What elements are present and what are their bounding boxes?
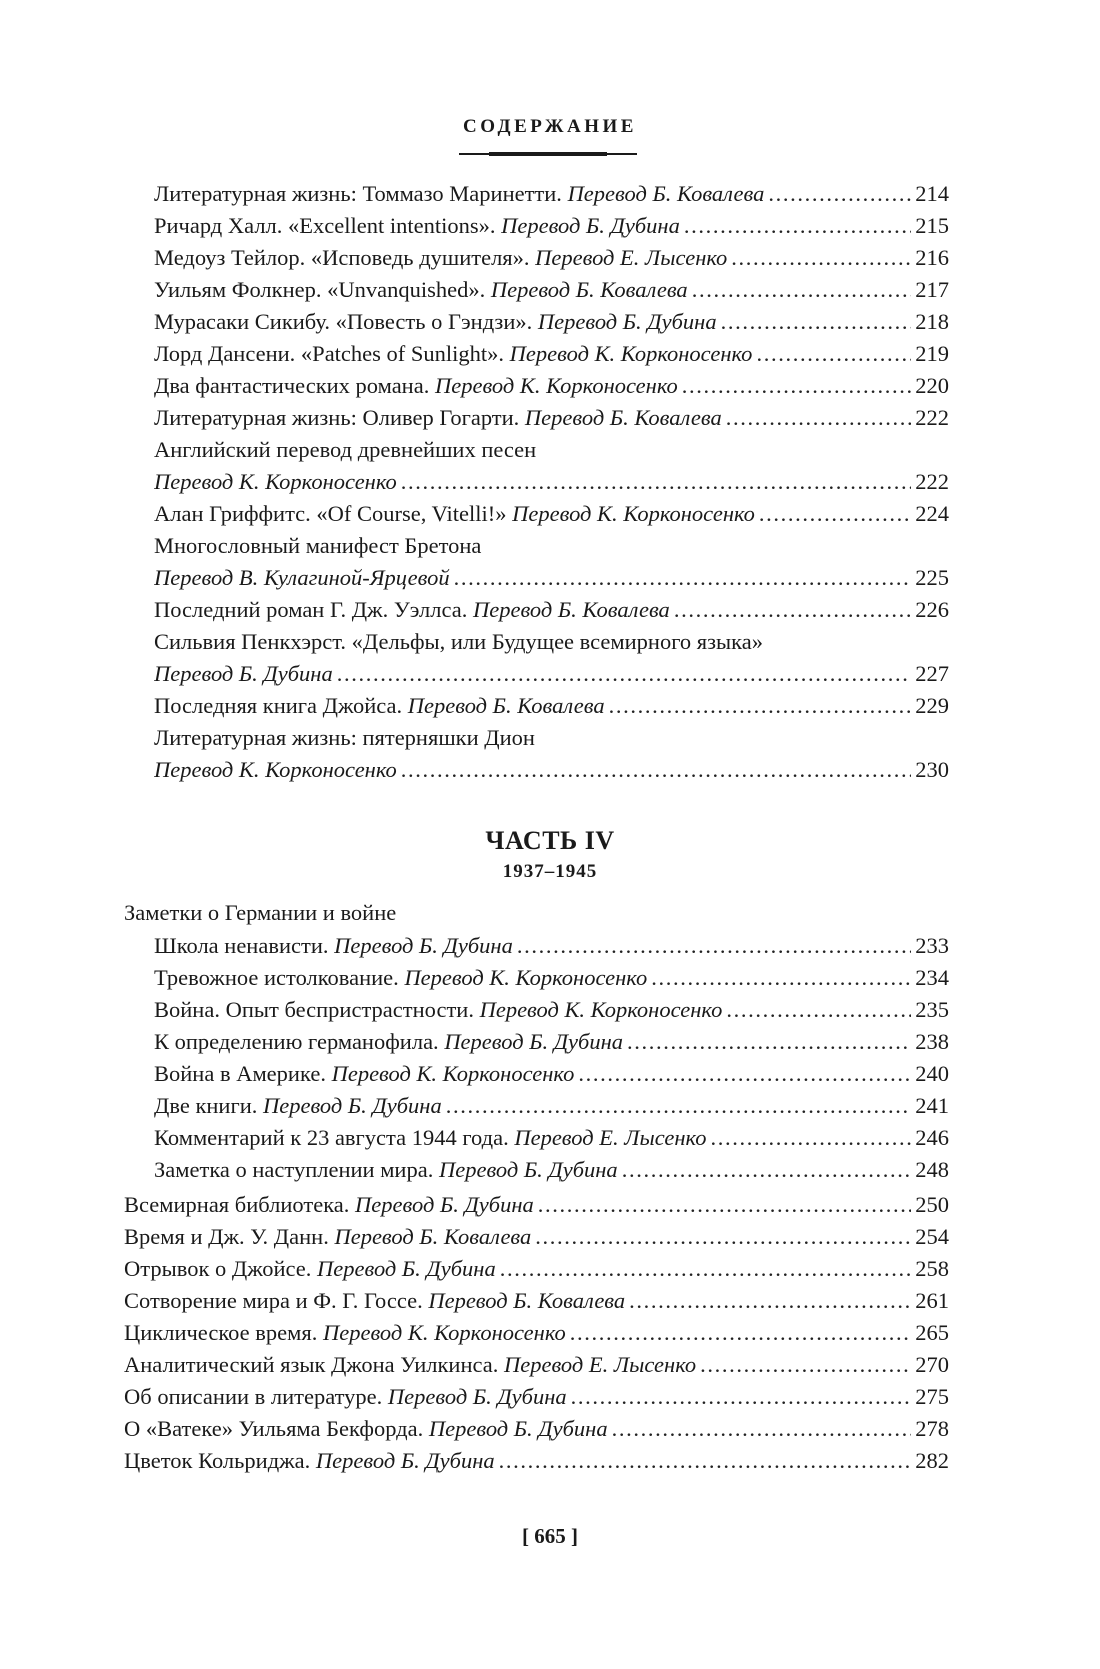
entry-title: Литературная жизнь: Оливер Гогарти.	[154, 405, 520, 430]
entry-page: 246	[915, 1125, 949, 1150]
entry-translator: Перевод К. Корконосенко	[434, 373, 678, 398]
toc-entry[interactable]	[154, 403, 949, 435]
entry-page: 261	[915, 1288, 949, 1313]
toc-entry[interactable]	[124, 1222, 949, 1254]
toc-entry[interactable]	[154, 371, 949, 403]
toc-entry[interactable]	[154, 1091, 949, 1123]
entry-title: Ричард Халл. «Excellent intentions».	[154, 213, 496, 238]
part-years: 1937–1945	[502, 861, 598, 882]
entry-title[interactable]: Многословный манифест Бретона	[154, 533, 482, 558]
leader-dots	[674, 595, 911, 625]
entry-title: Война в Америке.	[154, 1061, 326, 1086]
entry-title: К определению германофила.	[154, 1029, 439, 1054]
entry-page: 216	[915, 245, 949, 270]
entry-translator: Перевод Б. Дубина	[387, 1384, 567, 1409]
leader-dots	[682, 371, 912, 401]
entry-title: Школа ненависти.	[154, 933, 329, 958]
header-rule	[459, 153, 637, 155]
entry-title: Комментарий к 23 августа 1944 года.	[154, 1125, 509, 1150]
entry-page: 250	[915, 1192, 949, 1217]
entry-translator: Перевод Б. Ковалева	[524, 405, 722, 430]
entry-page: 229	[915, 693, 949, 718]
entry-title: Всемирная библиотека.	[124, 1192, 350, 1217]
leader-dots	[731, 243, 911, 273]
entry-page: 270	[915, 1352, 949, 1377]
entry-translator: Перевод К. Корконосенко	[404, 965, 648, 990]
toc-entry[interactable]	[124, 1286, 949, 1318]
entry-page: 224	[915, 501, 949, 526]
entry-translator: Перевод Б. Дубина	[428, 1416, 608, 1441]
entry-page: 222	[915, 469, 949, 494]
leader-dots	[571, 1382, 912, 1412]
toc-entry[interactable]	[154, 963, 949, 995]
entry-page: 278	[915, 1416, 949, 1441]
toc-entry[interactable]	[154, 467, 949, 499]
toc-entry[interactable]	[154, 1123, 949, 1155]
leader-dots	[612, 1414, 912, 1444]
entry-translator: Перевод Е. Лысенко	[514, 1125, 707, 1150]
entry-title: О «Ватеке» Уильяма Бекфорда.	[124, 1416, 424, 1441]
entry-translator: Перевод Б. Дубина	[355, 1192, 534, 1217]
leader-dots	[500, 1254, 912, 1284]
entry-title: Уильям Фолкнер. «Unvanquished».	[154, 277, 486, 302]
toc-entry[interactable]	[154, 563, 949, 595]
entry-title: Тревожное истолкование.	[154, 965, 399, 990]
entry-title: Время и Дж. У. Данн.	[124, 1224, 329, 1249]
leader-dots	[759, 499, 911, 529]
toc-entry[interactable]	[154, 691, 949, 723]
entry-page: 222	[915, 405, 949, 430]
page-number: [ 665 ]	[522, 1524, 578, 1548]
entry-page: 227	[915, 661, 949, 686]
entry-translator: Перевод В. Кулагиной-Ярцевой	[154, 565, 450, 590]
entry-title[interactable]: Английский перевод древнейших песен	[154, 437, 537, 462]
toc-entry[interactable]	[154, 499, 949, 531]
toc-entry[interactable]	[154, 755, 949, 787]
entry-page: 275	[915, 1384, 949, 1409]
entry-title[interactable]: Сильвия Пенкхэрст. «Дельфы, или Будущее всемирного языка»	[154, 629, 763, 654]
entry-title: Цветок Кольриджа.	[124, 1448, 311, 1473]
leader-dots	[535, 1222, 911, 1252]
entry-translator: Перевод Б. Ковалева	[472, 597, 670, 622]
entry-translator: Перевод Б. Ковалева	[428, 1288, 626, 1313]
entry-translator: Перевод Б. Дубина	[315, 1448, 495, 1473]
entry-page: 234	[915, 965, 949, 990]
entry-title: Две книги.	[154, 1093, 258, 1118]
entry-page: 220	[915, 373, 949, 398]
entry-translator: Перевод К. Корконосенко	[154, 757, 397, 782]
toc-entry[interactable]	[154, 995, 949, 1027]
entry-translator: Перевод Е. Лысенко	[535, 245, 728, 270]
entry-translator: Перевод Б. Дубина	[501, 213, 680, 238]
entry-translator: Перевод К. Корконосенко	[331, 1061, 575, 1086]
entry-translator: Перевод Б. Ковалева	[407, 693, 605, 718]
entry-page: 230	[915, 757, 949, 782]
toc-entry[interactable]	[154, 243, 949, 275]
group-title[interactable]: Заметки о Германии и войне	[124, 900, 397, 925]
entry-page: 282	[915, 1448, 949, 1473]
leader-dots	[756, 339, 911, 369]
leader-dots	[570, 1318, 912, 1348]
entry-page: 214	[915, 181, 949, 206]
entry-page: 226	[915, 597, 949, 622]
toc-entry[interactable]	[154, 307, 949, 339]
entry-translator: Перевод Б. Дубина	[444, 1029, 624, 1054]
entry-page: 215	[915, 213, 949, 238]
entry-translator: Перевод К. Корконосенко	[509, 341, 753, 366]
leader-dots	[578, 1059, 911, 1089]
entry-translator: Перевод Б. Дубина	[317, 1256, 496, 1281]
toc-entry[interactable]	[154, 339, 949, 371]
entry-page: 248	[915, 1157, 949, 1182]
toc-entry[interactable]	[124, 1446, 949, 1478]
entry-translator: Перевод Б. Дубина	[262, 1093, 442, 1118]
leader-dots	[401, 755, 911, 785]
leader-dots	[454, 563, 912, 593]
entry-title: Отрывок о Джойсе.	[124, 1256, 312, 1281]
entry-title: Об описании в литературе.	[124, 1384, 383, 1409]
leader-dots	[401, 467, 911, 497]
entry-title: Циклическое время.	[124, 1320, 318, 1345]
entry-page: 233	[915, 933, 949, 958]
entry-page: 225	[915, 565, 949, 590]
toc-entry[interactable]	[124, 1318, 949, 1350]
leader-dots	[337, 659, 912, 689]
entry-translator: Перевод К. Корконосенко	[479, 997, 723, 1022]
entry-title: Два фантастических романа.	[154, 373, 430, 398]
entry-page: 238	[915, 1029, 949, 1054]
leader-dots	[726, 403, 911, 433]
leader-dots	[726, 995, 911, 1025]
entry-page: 240	[915, 1061, 949, 1086]
leader-dots	[609, 691, 912, 721]
toc-entry[interactable]	[124, 1190, 949, 1222]
toc-entry[interactable]	[124, 1254, 949, 1286]
leader-dots	[538, 1190, 911, 1220]
leader-dots	[446, 1091, 912, 1121]
entry-translator: Перевод К. Корконосенко	[322, 1320, 566, 1345]
entry-title[interactable]: Литературная жизнь: пятерняшки Дион	[154, 725, 535, 750]
entry-translator: Перевод Б. Ковалева	[334, 1224, 532, 1249]
leader-dots	[692, 275, 912, 305]
toc-entry[interactable]	[154, 659, 949, 691]
leader-dots	[768, 179, 911, 209]
entry-title: Аналитический язык Джона Уилкинса.	[124, 1352, 499, 1377]
entry-title: Сотворение мира и Ф. Г. Госсе.	[124, 1288, 423, 1313]
toc-entry[interactable]	[124, 1350, 949, 1382]
toc-entry[interactable]	[154, 931, 949, 963]
entry-page: 235	[915, 997, 949, 1022]
entry-translator: Перевод Б. Дубина	[438, 1157, 618, 1182]
entry-translator: Перевод Е. Лысенко	[503, 1352, 697, 1377]
leader-dots	[721, 307, 912, 337]
toc-entry[interactable]	[124, 1382, 949, 1414]
toc-entry[interactable]	[154, 1027, 949, 1059]
entry-translator: Перевод Б. Ковалева	[567, 181, 765, 206]
entry-translator: Перевод Б. Дубина	[154, 661, 333, 686]
toc-entry[interactable]	[154, 595, 949, 627]
entry-title: Алан Гриффитс. «Of Course, Vitelli!»	[154, 501, 507, 526]
entry-title: Последний роман Г. Дж. Уэллса.	[154, 597, 468, 622]
leader-dots	[622, 1155, 912, 1185]
toc-entry[interactable]	[154, 179, 949, 211]
leader-dots	[629, 1286, 911, 1316]
entry-page: 241	[915, 1093, 949, 1118]
leader-dots	[700, 1350, 911, 1380]
leader-dots	[710, 1123, 911, 1153]
entry-translator: Перевод К. Корконосенко	[154, 469, 397, 494]
leader-dots	[627, 1027, 911, 1057]
entry-page: 217	[915, 277, 949, 302]
running-head: СОДЕРЖАНИЕ	[463, 116, 637, 137]
leader-dots	[651, 963, 911, 993]
toc-entry[interactable]	[154, 211, 949, 243]
entry-title: Лорд Дансени. «Patches of Sunlight».	[154, 341, 505, 366]
entry-translator: Перевод Б. Ковалева	[490, 277, 688, 302]
entry-page: 254	[915, 1224, 949, 1249]
entry-title: Война. Опыт беспристрастности.	[154, 997, 474, 1022]
leader-dots	[517, 931, 911, 961]
toc-entry[interactable]	[154, 1155, 949, 1187]
part-title: ЧАСТЬ IV	[485, 826, 615, 855]
entry-page: 265	[915, 1320, 949, 1345]
entry-translator: Перевод Б. Дубина	[334, 933, 513, 958]
toc-entry[interactable]	[154, 275, 949, 307]
toc-entry[interactable]	[154, 1059, 949, 1091]
entry-translator: Перевод К. Корконосенко	[512, 501, 755, 526]
entry-title: Заметка о наступлении мира.	[154, 1157, 434, 1182]
leader-dots	[499, 1446, 912, 1476]
entry-page: 219	[915, 341, 949, 366]
entry-title: Медоуз Тейлор. «Исповедь душителя».	[154, 245, 530, 270]
entry-title: Последняя книга Джойса.	[154, 693, 403, 718]
leader-dots	[684, 211, 911, 241]
toc-entry[interactable]	[124, 1414, 949, 1446]
entry-title: Мурасаки Сикибу. «Повесть о Гэндзи».	[154, 309, 533, 334]
entry-translator: Перевод Б. Дубина	[537, 309, 717, 334]
entry-page: 218	[915, 309, 949, 334]
entry-title: Литературная жизнь: Томмазо Маринетти.	[154, 181, 562, 206]
entry-page: 258	[915, 1256, 949, 1281]
